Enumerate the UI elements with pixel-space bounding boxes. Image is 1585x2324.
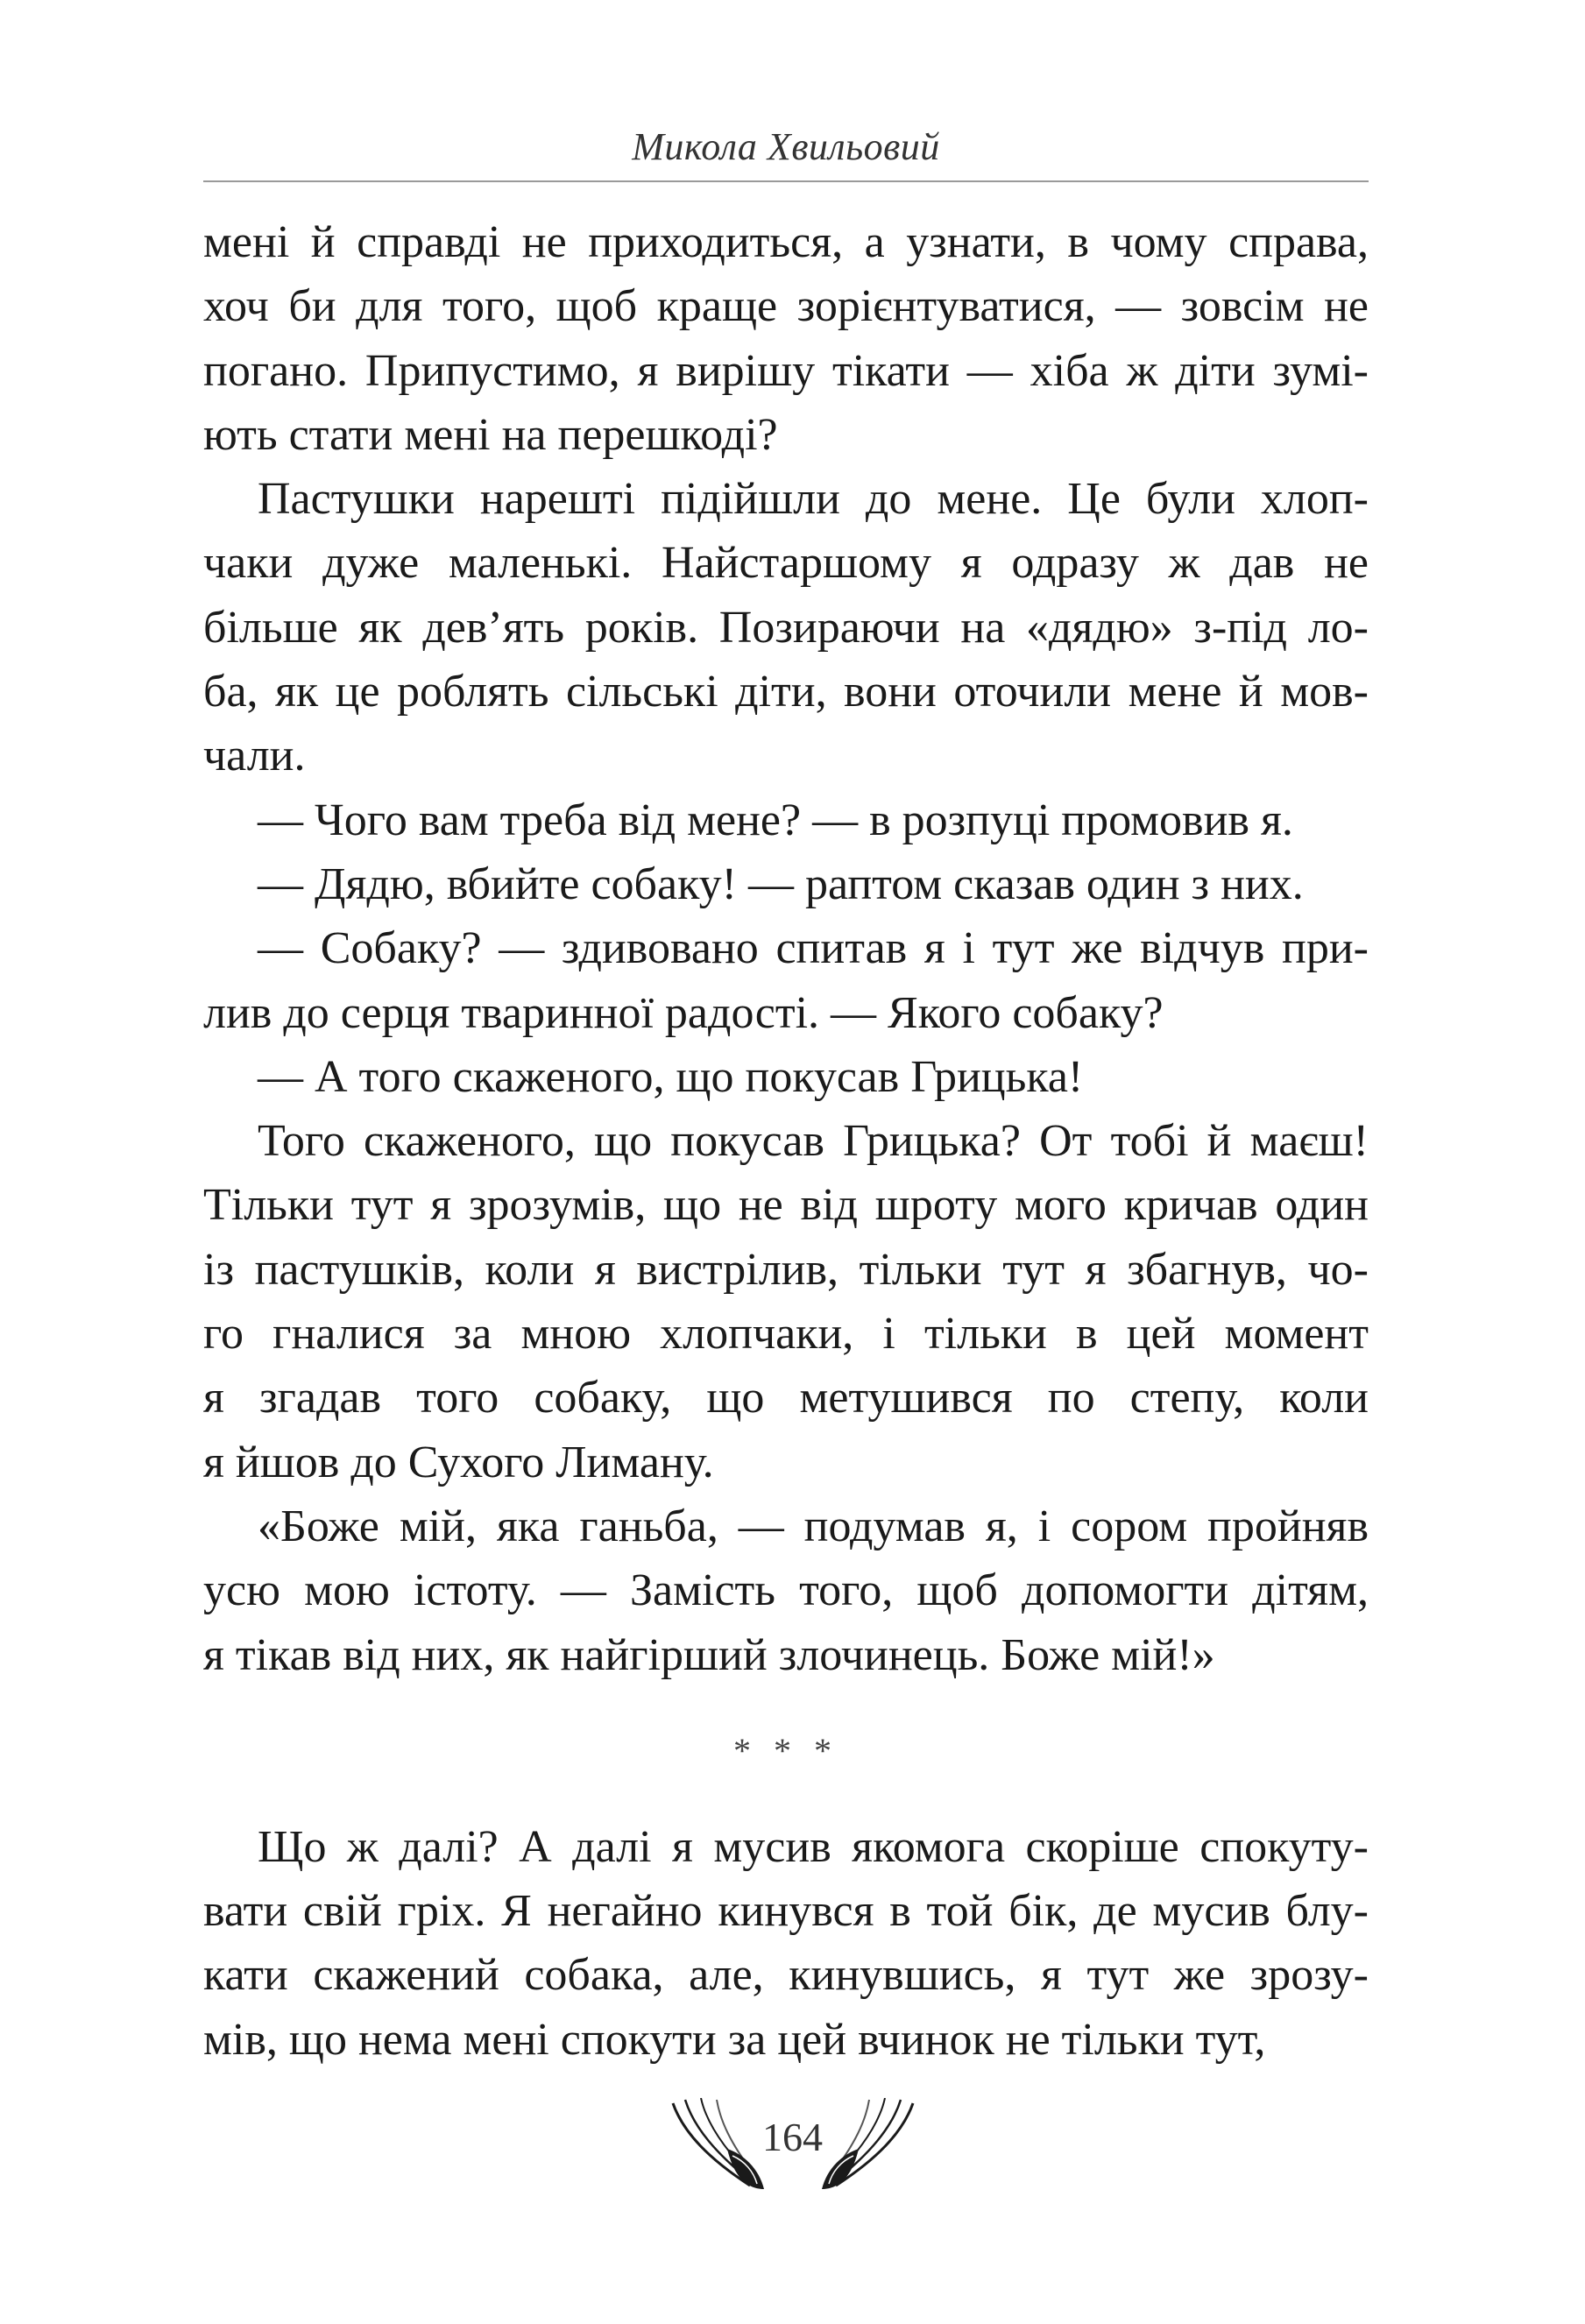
text-line: усю мою істоту. — Замість того, щоб допомогти дітям, — [203, 1565, 1369, 1616]
dialogue-line — [203, 852, 1369, 916]
text-line: ба, як це роблять сільські діти, вони оточили мене й мов- — [203, 667, 1369, 717]
text-line: хоч би для того, щоб краще зорієнтуватися, — зовсім не — [203, 281, 1369, 332]
text-line: чали. — [203, 731, 306, 781]
page-number: 164 — [762, 2115, 823, 2159]
text-line: мів, що нема мені спокути за цей вчинок не тільки тут, — [203, 2014, 1266, 2065]
text-line: — Чого вам треба від мене? — в розпуці промовив я. — [258, 795, 1293, 845]
text-line: мені й справді не приходиться, а узнати, в чому справа, — [203, 217, 1369, 267]
text-line: Пастушки нарешті підійшли до мене. Це були хлоп- — [258, 474, 1369, 525]
text-line: із пастушків, коли я вистрілив, тільки тут я збагнув, чо- — [203, 1244, 1369, 1295]
text-line: го гналися за мною хлопчаки, і тільки в цей момент — [203, 1309, 1369, 1360]
header-rule — [203, 180, 1369, 182]
paragraph — [203, 1815, 1369, 2072]
paragraph — [203, 1109, 1369, 1494]
text-line: чаки дуже маленькі. Найстаршому я одразу ж дав не — [203, 538, 1369, 589]
text-line: вати свій гріх. Я негайно кинувся в той бік, де мусив блу- — [203, 1886, 1369, 1937]
text-line: Що ж далі? А далі я мусив якомога скоріше спокуту- — [258, 1821, 1369, 1872]
text-line: ють стати мені на перешкоді? — [203, 409, 778, 460]
text-line: Того скаженого, що покусав Грицька? От тобі й маєш! — [258, 1116, 1369, 1167]
paragraph-continued — [203, 210, 1369, 467]
text-line: — А того скаженого, що покусав Грицька! — [258, 1051, 1084, 1102]
text-line: лив до серця тваринної радості. — Якого собаку? — [203, 987, 1164, 1038]
text-line: — Собаку? — здивовано спитав я і тут же відчув при- — [258, 923, 1369, 974]
text-line: я йшов до Сухого Лиману. — [203, 1437, 714, 1487]
text-line: я тікав від них, як найгірший злочинець. Боже мій!» — [203, 1629, 1215, 1680]
dialogue-line — [203, 916, 1369, 1045]
text-line: більше як дев’ять років. Позираючи на «дядю» з-під ло- — [203, 602, 1369, 653]
leaf-ornament-icon — [815, 2098, 920, 2194]
section-separator: * * * — [733, 1730, 838, 1770]
running-header-author: Микола Хвильовий — [632, 125, 940, 168]
text-line: — Дядю, вбийте собаку! — раптом сказав один з них. — [258, 858, 1304, 909]
text-line: «Боже мій, яка ганьба, — подумав я, і сором пройняв — [258, 1501, 1369, 1551]
text-line: кати скажений собака, але, кинувшись, я тут же зрозу- — [203, 1950, 1369, 2001]
body-text — [203, 210, 1369, 2072]
page-footer — [0, 2098, 1585, 2194]
text-line: я згадав того собаку, що метушився по степу, коли — [203, 1373, 1369, 1423]
dialogue-line — [203, 1045, 1369, 1109]
text-line: Тільки тут я зрозумів, що не від шроту мого кричав один — [203, 1180, 1369, 1231]
text-line: погано. Припустимо, я вирішу тікати — хіба ж діти зумі- — [203, 345, 1369, 396]
paragraph — [203, 1494, 1369, 1687]
dialogue-line — [203, 788, 1369, 852]
paragraph — [203, 467, 1369, 788]
